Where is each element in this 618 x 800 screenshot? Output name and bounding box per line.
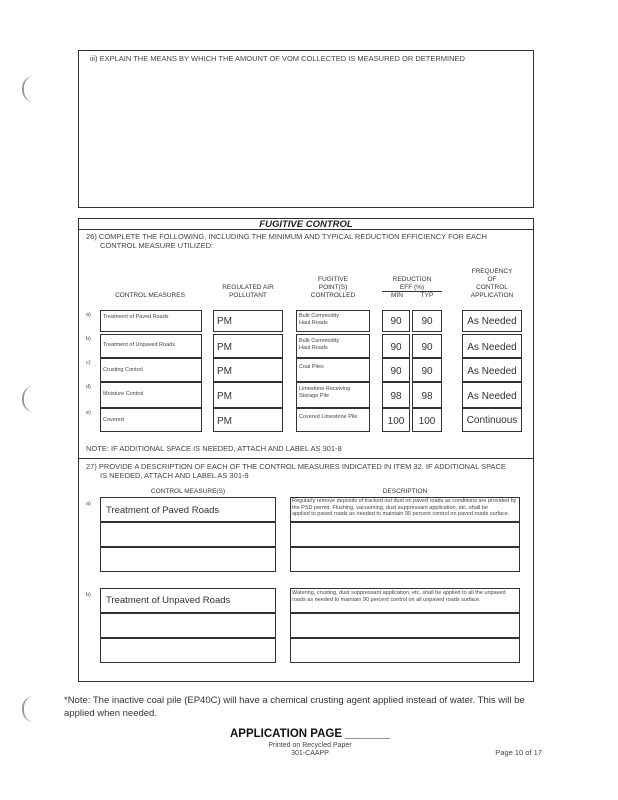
row-measure: Crusting Control [103, 367, 143, 373]
header-regulated-pollutant: REGULATED AIR POLLUTANT [222, 284, 274, 299]
header-description: DESCRIPTION [382, 488, 428, 495]
row-points: Bulk Commodity Haul Roads [299, 338, 340, 351]
row-measure: Covered [103, 417, 124, 423]
form-id: 301-CAAPP [291, 750, 329, 757]
page-number: Page 10 of 17 [495, 748, 542, 757]
q26-text-line1: 26) COMPLETE THE FOLLOWING, INCLUDING THE MINIMUM AND TYPICAL REDUCTION EFFICIENCY FOR EACH [86, 232, 487, 241]
row-letter: b) [86, 336, 91, 342]
row-typ: 90 [421, 342, 433, 353]
row-frequency: As Needed [467, 342, 517, 353]
row-frequency: As Needed [467, 316, 517, 327]
q27-text-line1: 27) PROVIDE A DESCRIPTION OF EACH OF THE CONTROL MEASURES INDICATED IN ITEM 32. IF ADDITIONAL SPACE [86, 462, 506, 471]
header-min: MIN [391, 292, 403, 299]
footnote: *Note: The inactive coal pile (EP40C) will have a chemical crusting agent applied instead of water. This will be applied when needed. [64, 695, 525, 719]
item-description: Regularly remove deposits of tracked out dust on paved roads as conditions are provided by the PSD permit. Flushing, vacuuming, dust suppressant application, etc. shall be applied to paved roads as needed to maintain 90 percent control on paved roads surface. [292, 498, 517, 517]
item-description: Watering, crusting, dust suppressant application, etc. shall be applied to all the unpaved roads as needed to maintain 90 percent control on all unpaved roads surface. [292, 590, 506, 603]
row-min: 90 [390, 342, 402, 353]
row-min: 100 [387, 416, 405, 427]
item-letter: b) [86, 592, 91, 598]
application-page-title: APPLICATION PAGE _______ [230, 728, 390, 740]
row-points: Limestone Receiving Storage Pile [299, 386, 351, 399]
row-frequency: As Needed [467, 366, 517, 377]
row-measure: Treatment of Paved Roads [103, 314, 169, 320]
header-reduction-eff: REDUCTION EFF (%) [392, 276, 432, 291]
header-fugitive-points: FUGITIVE POINT(S) CONTROLLED [310, 276, 356, 299]
header-control-measures-q27: CONTROL MEASURE(S) [150, 488, 226, 495]
row-min: 90 [390, 316, 402, 327]
binder-hole-top [22, 76, 34, 102]
row-letter: c) [86, 360, 91, 366]
row-min: 90 [390, 366, 402, 377]
header-control-measures: CONTROL MEASURES [115, 292, 185, 299]
row-pollutant: PM [217, 391, 232, 402]
row-typ: 100 [418, 416, 436, 427]
q26-text-line2: CONTROL MEASURE UTILIZED: [100, 241, 214, 250]
row-letter: d) [86, 384, 91, 390]
row-min: 98 [390, 391, 402, 402]
q27-text-line2: IS NEEDED, ATTACH AND LABEL AS 301-9 [100, 471, 249, 480]
item-letter: a) [86, 501, 91, 507]
row-typ: 98 [421, 391, 433, 402]
row-pollutant: PM [217, 342, 232, 353]
row-letter: e) [86, 410, 91, 416]
row-points: Bulk Commodity Haul Roads [299, 313, 340, 326]
row-pollutant: PM [217, 366, 232, 377]
binder-hole-bottom [22, 696, 34, 722]
vom-explanation-box [78, 50, 534, 208]
row-typ: 90 [421, 316, 433, 327]
item-measure: Treatment of Unpaved Roads [106, 595, 231, 606]
row-points: Covered Limestone Pile [299, 414, 358, 420]
q26-note: NOTE: IF ADDITIONAL SPACE IS NEEDED, ATTACH AND LABEL AS 301-8 [86, 444, 342, 453]
row-frequency: As Needed [467, 391, 517, 402]
row-typ: 90 [421, 366, 433, 377]
row-pollutant: PM [217, 316, 232, 327]
header-frequency: FREQUENCY OF CONTROL APPLICATION [470, 268, 514, 299]
header-typ: TYP [420, 292, 434, 299]
vom-question: iii) EXPLAIN THE MEANS BY WHICH THE AMOUNT OF VOM COLLECTED IS MEASURED OR DETERMINED [90, 54, 465, 63]
item-measure: Treatment of Paved Roads [106, 505, 220, 516]
row-measure: Treatment of Unpaved Roads [103, 342, 175, 348]
binder-hole-middle [22, 386, 34, 412]
recycled-note: Printed on Recycled Paper [268, 742, 352, 749]
row-points: Coal Piles [299, 364, 324, 370]
row-pollutant: PM [217, 416, 232, 427]
row-letter: a) [86, 312, 91, 318]
row-measure: Moisture Control [103, 391, 144, 397]
section-title: FUGITIVE CONTROL [259, 219, 353, 230]
row-frequency: Continuous [466, 415, 518, 426]
